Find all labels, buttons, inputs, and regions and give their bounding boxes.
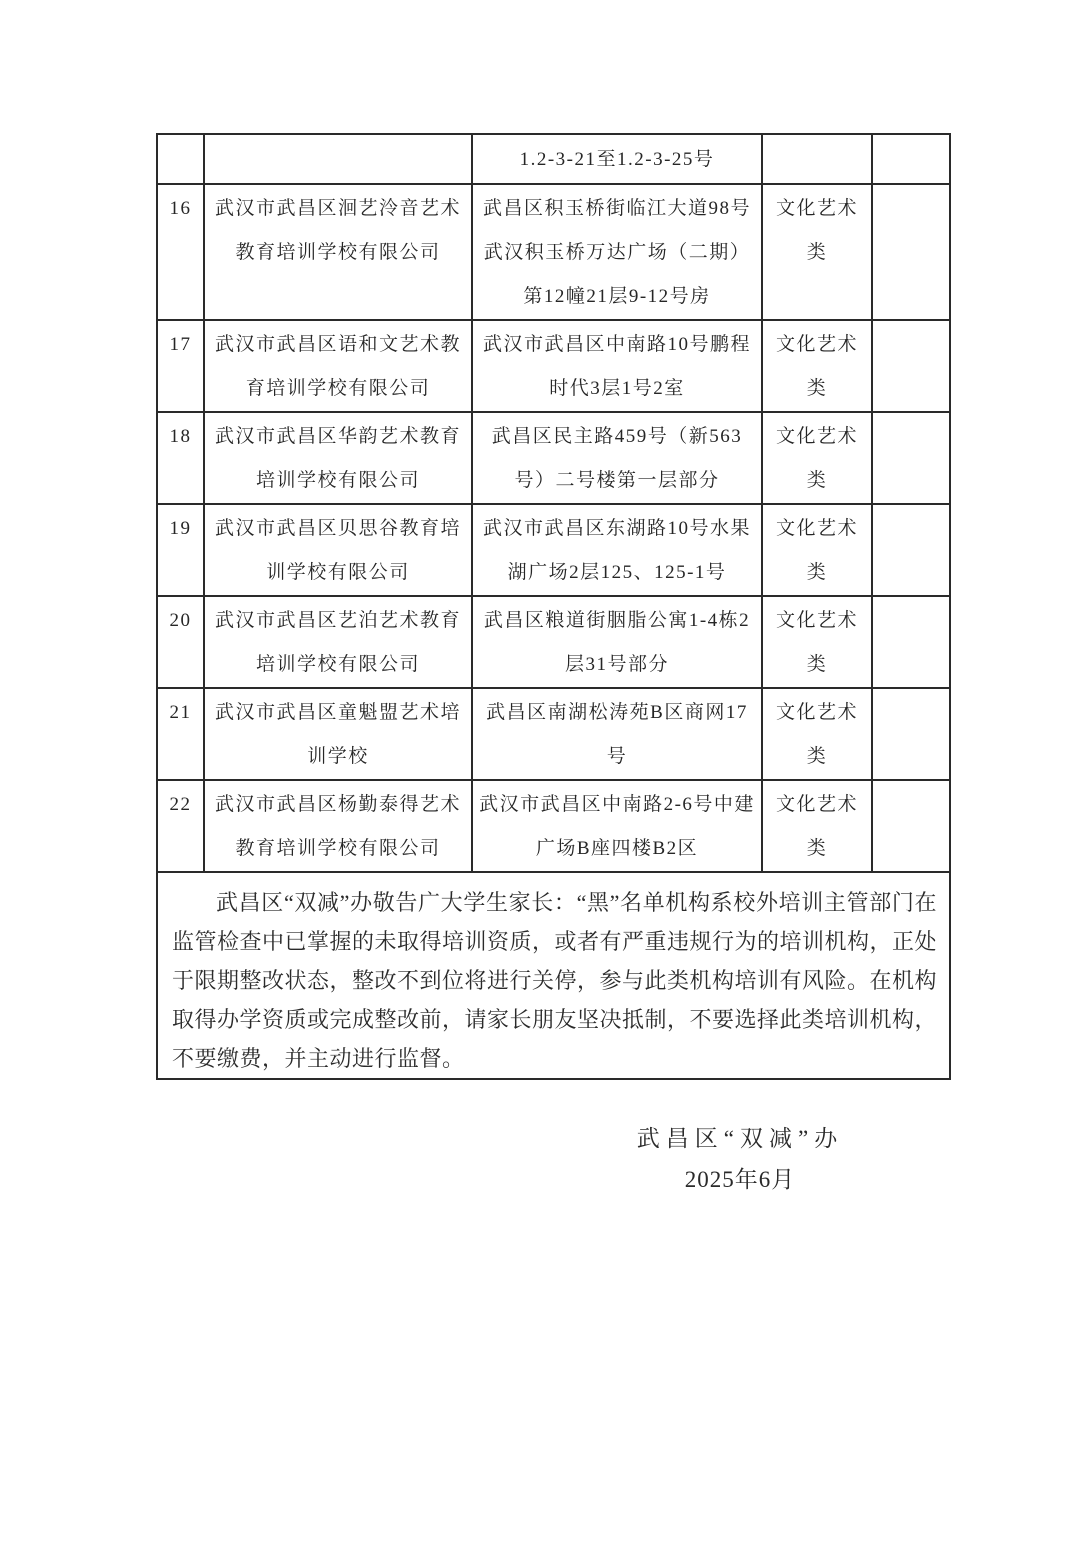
cell-category: 文化艺术类 — [762, 412, 872, 504]
cell-address: 武昌区民主路459号（新563号）二号楼第一层部分 — [472, 412, 762, 504]
cell-remark — [872, 320, 950, 412]
cell-remark — [872, 688, 950, 780]
cell-number: 17 — [157, 320, 204, 412]
table-row-partial — [157, 134, 950, 184]
cell-category: 文化艺术类 — [762, 688, 872, 780]
cell-category: 文化艺术类 — [762, 504, 872, 596]
table-row — [157, 688, 950, 780]
cell-name: 武汉市武昌区华韵艺术教育培训学校有限公司 — [204, 412, 472, 504]
cell-number: 20 — [157, 596, 204, 688]
cell-address: 武汉市武昌区东湖路10号水果湖广场2层125、125-1号 — [472, 504, 762, 596]
cell-remark — [872, 134, 950, 184]
notice-cell — [157, 872, 950, 1079]
cell-remark — [872, 780, 950, 872]
cell-address: 武昌区粮道街胭脂公寓1-4栋2层31号部分 — [472, 596, 762, 688]
cell-name: 武汉市武昌区语和文艺术教育培训学校有限公司 — [204, 320, 472, 412]
table-row-notice — [157, 872, 950, 1079]
parent-warning-paragraph: 武昌区“双减”办敬告广大学生家长：“黑”名单机构系校外培训主管部门在监管检查中已掌握的未取得培训资质，或者有严重违规行为的培训机构，正处于限期整改状态，整改不到位将进行关停，参与此类机构培训有风险。在机构取得办学资质或完成整改前，请家长朋友坚决抵制，不要选择此类培训机构，不要缴费，并主动进行监督。 — [172, 890, 938, 1071]
cell-address: 武汉市武昌区中南路2-6号中建广场B座四楼B2区 — [472, 780, 762, 872]
table-row — [157, 780, 950, 872]
cell-remark — [872, 596, 950, 688]
cell-name: 武汉市武昌区童魁盟艺术培训学校 — [204, 688, 472, 780]
cell-category: 文化艺术类 — [762, 320, 872, 412]
table-row — [157, 184, 950, 320]
cell-name: 武汉市武昌区艺泊艺术教育培训学校有限公司 — [204, 596, 472, 688]
cell-name — [204, 134, 472, 184]
table-row — [157, 504, 950, 596]
signature-block — [520, 1118, 960, 1200]
cell-category: 文化艺术类 — [762, 596, 872, 688]
cell-name: 武汉市武昌区杨勤泰得艺术教育培训学校有限公司 — [204, 780, 472, 872]
cell-category: 文化艺术类 — [762, 184, 872, 320]
table-row — [157, 320, 950, 412]
table-row — [157, 412, 950, 504]
cell-address: 1.2-3-21至1.2-3-25号 — [472, 134, 762, 184]
cell-remark — [872, 412, 950, 504]
blacklist-table — [156, 133, 949, 1080]
cell-number: 22 — [157, 780, 204, 872]
cell-number: 16 — [157, 184, 204, 320]
signature-date: 2025年6月 — [684, 1167, 796, 1192]
cell-number: 19 — [157, 504, 204, 596]
cell-remark — [872, 504, 950, 596]
cell-address: 武昌区南湖松涛苑B区商网17号 — [472, 688, 762, 780]
cell-number: 21 — [157, 688, 204, 780]
cell-name: 武汉市武昌区洄艺泠音艺术教育培训学校有限公司 — [204, 184, 472, 320]
cell-number: 18 — [157, 412, 204, 504]
cell-number — [157, 134, 204, 184]
cell-address: 武汉市武昌区中南路10号鹏程时代3层1号2室 — [472, 320, 762, 412]
cell-address: 武昌区积玉桥街临江大道98号武汉积玉桥万达广场（二期）第12幢21层9-12号房 — [472, 184, 762, 320]
cell-category: 文化艺术类 — [762, 780, 872, 872]
signature-org: 武昌区“双减”办 — [636, 1126, 844, 1151]
cell-remark — [872, 184, 950, 320]
table-row — [157, 596, 950, 688]
cell-category — [762, 134, 872, 184]
cell-name: 武汉市武昌区贝思谷教育培训学校有限公司 — [204, 504, 472, 596]
